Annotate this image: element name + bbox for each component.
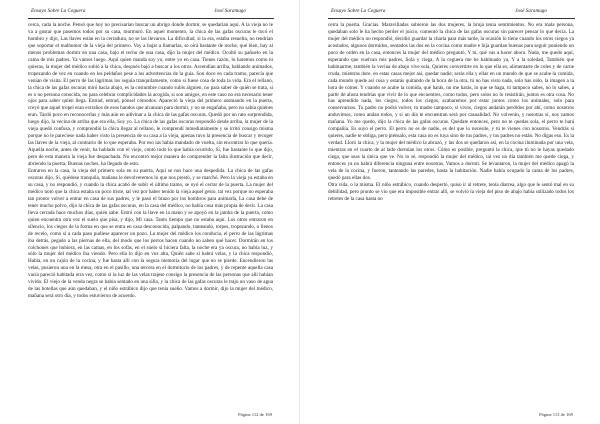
paragraph: cerca, cada la noche. Pensó que hoy no precisarían buscar un abrigo donde dormir, se quedarían aquí. A la vieja no le va a gustar que pasemos todos por su casa, murmuró. En aquel momento, la chica de las gafas oscuras le tocó el hombro y dijo, Las llaves están en la cerradura, no se las llevaron. La dificultad, si la era, estaba resuelta, no tendrían que soportar el malhumor de la vieja del primero. Voy a bajar a llamarlas, se oirá bastante de noche, qué bien, hay al menos problemas dormir en una casa, bajo el techo de una casa, dijo la mujer del médico. Ocultó su pañuelo en la cama de mis padres. Ya vamos luego. Aquí quien manda soy yo, entre yo en casa. Tienes razón, lo haremos como tú quieras, la mujer del médico subió a la chica, después bajó a buscar a los otros. Ascendían arriba, hablando animados, tropezando de vez en cuando en los peldaños pese a los advertencias de la guía. Son doce en cada tramo, parecía que venían de visita. El perro de las lágrimas los seguía tranquilamente, como si fuese cosa de toda la vida. Era el rellano, la chica de las gafas oscuras miró hacia abajo, es la costumbre cuando subís alguien, no para saber de quién se trata, si es o no persona conocida, no para celebrar complicidades la acogida, si son amigos, en este caso no era necesario tener ojos para saber quién llega. Entrad, entrad, pónsel cómodos. Apareció la vieja del primero asomando en la puerta, creyó que aquel tropel eran extraños de esos bandos que alcanzan para dormir, y no se engañaba, pero no sabía quiénes eran. Tardó poco en reconocerlas y más aún en adivinar a la chica de las gafas oscuras. Quedó por un rato sorprendida, luego dijo, la vecina de arriba que era ella, Soy yo. La chica de las gafas oscuras respondió desde arriba, la mujer de la vieja quedó confusa, y comprendió la chica llegar al rellano, le comprendí inmediatamente y se irritó consigo misma porque no le pareciese nada haber visto la presencia de su casa a la vieja, apenas tuvo la presencia de buscar y recoger las llaves de la vieja, al contrario de lo que esperaba. Por eso las había mandado de vuelta, sin encontrar lo que quería. Aquella noche, antes de venir, ha hablado con el viejo, contó todo lo que había ocurrido, Sí, fue bastante lo que dijo, pero de esta manera la vieja fue despachada. No encontró mejor manera de comprender la falta ilustración que decir, abriendo la puerta, Buenas noches, ha llegado de esto. — [28, 22, 273, 168]
paragraph: cerra la puerta. Gracias. Maravilladas subieron las dos mujeres, la bruja tenía sentimientos. No era mala persona, quedaban solo le ha hecho perder el juicio, comentó la chica de las gafas oscuras sin parecer pensar lo que decía. La mujer del médico no respondió, decidió guardar la charla para más tarde, la ocasión lo tiene cuando los otros ciegos ya acostados, algunos dormidos, sentados las dos en la cocina como madre e hija guardan buenas para seguir poniendo un poco de orden en la casa, entonces la mujer del médico preguntó, Y tú, qué vas a hacer ahora. Nada, me quedo aquí, esperando que vuelvan mis padres, Sola y ciega, A la ceguera me he habituado ya, Y a la soledad, También que habituarme, también la vecina de abajo vive sola, Quieres convertirte en lo que ella es, alimentarte de coles y de carne cruda, mientras dure, en estas casas mejor así, quedar nadie; serás ella y ellas en un mundo de que se acabe la comida, cada mundo quede así cosa y estarás quitando de la boca de la otra, tú no has visto nada, solo has oído, la imagen a la hora de comer. Y cuando se acabe la comida, qué harás, no me harás, lo que se haga, tú tampoco sabes, no lo sabes, a partir de ahora tendrías que vivir de lo que encuentres, como todos, pero solos no lo resistirán, juntos es otra cosa. No has aprendido nada, los ciegos, todos los ciegos, acabaremos por estar juntos como los animales, solo para conservarnos. Tu padre no podrá volver, tu madre tampoco, si vivos, ciegos andarán perdidos por ahí, como nosotros anduvimos, como andan todos, y si un día te encuentran será por casualidad. No volverán, y nosotras sí, nos vamos mañana. Yo me quedo, dijo la chica de las gafas oscuras. Quédate entonces, pero no te quedas sola, el perro te hará compañía. Es suyo el perro. El perro no es de nadie, es del que lo necesite, y tú te vienes con nosotros. Vendrás si quieres, nadie te obliga, pero piénsalo, esta casa no es tuya sino de tus padres, y tus padres no están. No digas eso. Es la verdad. Lloró la chica, y la mujer del médico la abrazó, y las dos se quedaron así, en la cocina iluminada por una vela, mientras en el cuarto de al lado dormían los otros. Cómo es posible, preguntó la chica, que tú no te hayas quedado ciega, que seas la única que ve. No lo sé, respondió la mujer del médico, tal vez un día también me quede ciega, y entonces ya no habrá diferencia ninguna entre nosotras. Vamos a dormir. Se levantaron, la mujer del médico apagó la vela de la cocina, y fueron, tanteando las paredes, hasta la habitación. Nadie había ocupado la cama de los padres, quedó para ellas dos. — [328, 22, 574, 181]
header-title: Ensayo Sobre La Ceguera — [31, 8, 86, 14]
running-header — [28, 6, 274, 19]
header-author: José Saramago — [214, 8, 246, 14]
page-number: Página 112 de 169 — [238, 412, 272, 417]
running-header — [328, 6, 575, 19]
body-text — [328, 22, 574, 404]
page-number: Página 113 de 169 — [539, 412, 573, 417]
body-text — [28, 22, 273, 404]
paragraph: Otra vida, o la misma. El niño estrábico, cuando despertó, quiso ir al retrete, tenía diarrea, algo que le sentó mal en su debilidad, pero pronto se vio que era imposible entrar allí, se volvió la vieja del piso de abajo había utilizado todos los retretes de la casa hasta no — [328, 181, 574, 202]
paragraph: Entraron en la casa, la vieja del primero sola en su puerta, Aquí se nos hace una despedida. La chica de las gafas oscuras dijo, Sí, quédese tranquila, mañana le devolveremos lo que nos prestó, y se marchó. Pero la vieja ya estaba en su casa, y no respondió, y cuando la chica acabó de subir el último tramo, se oyó el cerrar de la puerta. La mujer del médico notó que la chica estaba un poco triste, tal vez por haber tenido la vieja aquel gesto, tal vez porque no esperaba tan pronto volver a entrar en casa de sus padres, y le pasó el brazo por los hombros para animarla, La casa debe de tener mucho polvo, dijo la chica de las gafas oscuras, en la casa del médico, no había cosa más propia de decir. La casa lleva cerrada hace muchos días, quién sabe. Entró con la llave en la mano y se apoyó en la jamba de la puerta, como quien encuentra otra vez el suelo que pisa, y dijo, Mi casa. Tanto tiempo que no estaba aquí. Los otros entraron en silencio, los ciegos de la forma en que se entra en casa desconocida, palpando, tanteando, torpes, tropezando, o llenos de recelo, como si a cada paso pudiese aparecer un pozo. La mujer del médico los conducía, el perro de las lágrimas iba detrás, pegado a las piernas de ella, del modo que los perros hacen cuando no saben qué hacer. Dormirán en los colchones que hubiera, en las camas, en los sofás, en el suelo si hiciera falta, la noche era ya oscura, no había luz, y sólo la mujer del médico iba viendo. Pero ella lo dijo en voz alta, Quién sabe si habrá velas, y la chica respondió, Había, en un cajón de la cocina, y fue hasta allí con la segura memoria del lugar que no se pierde. Encendieron las velas, pusieron una en la mesa, otra en el pasillo, una tercera en el dormitorio de los padres, y de repente aquella casa vacía pareció habitada otra vez, como si la luz de las velas trajese consigo la presencia de las personas que allí habían vivido. El viejo de la venda negra se había sentado en una silla, y la chica de las gafas oscuras le trajo un vaso de agua de las botellas que aún quedaban, y el niño estrábico dijo que tenía sueño. Vamos a dormir, dijo la mujer del médico, mañana será otro día, y todos estuvieron de acuerdo. — [28, 168, 273, 300]
page-right — [300, 0, 600, 424]
header-author: José Saramago — [515, 8, 547, 14]
header-title: Ensayo Sobre La Ceguera — [331, 8, 386, 14]
